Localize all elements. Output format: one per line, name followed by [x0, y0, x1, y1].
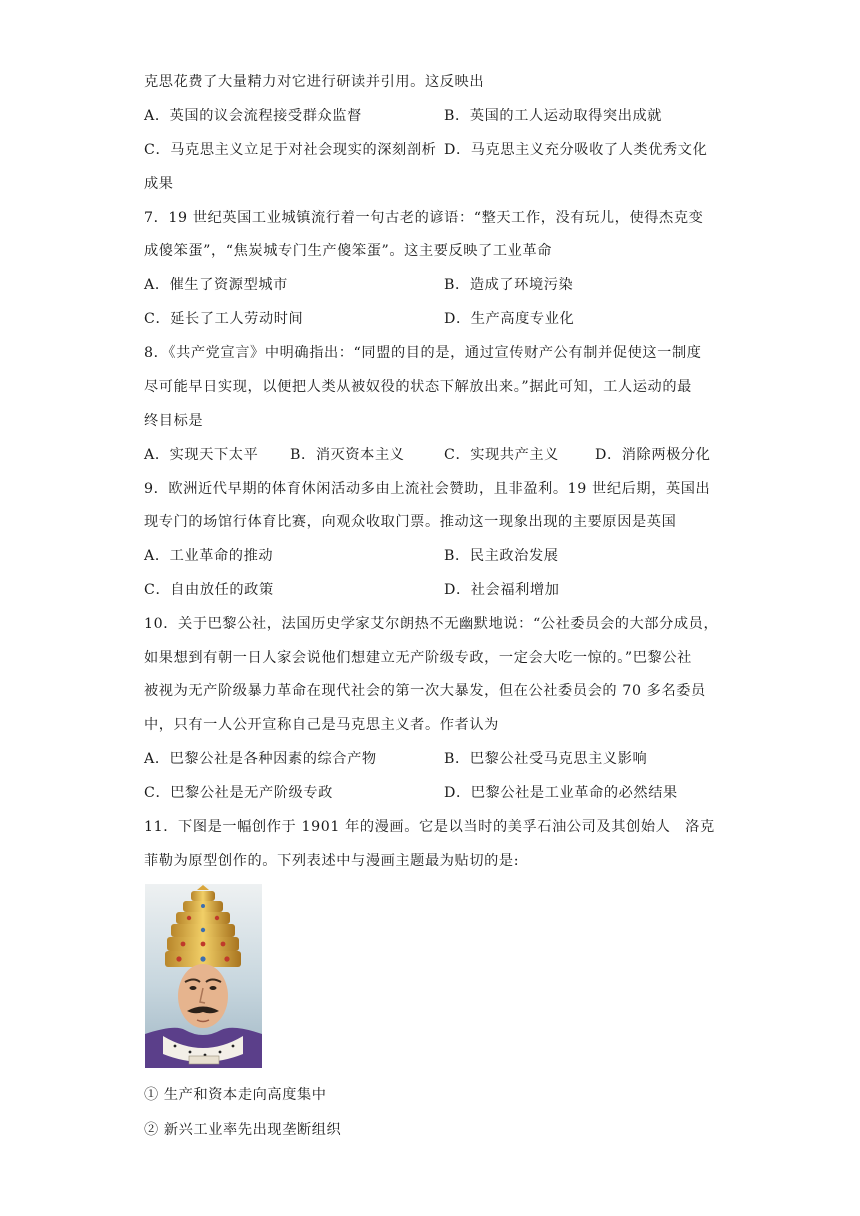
q6-option-c: C．马克思主义立足于对社会现实的深刻剖析 — [144, 142, 437, 158]
question-7-stem-cont: 成傻笨蛋”，“焦炭城专门生产傻笨蛋”。这主要反映了工业革命 — [144, 243, 553, 259]
q9-option-b: B．民主政治发展 — [444, 548, 559, 564]
question-11-stem: 11．下图是一幅创作于 1901 年的漫画。它是以当时的美孚石油公司及其创始人 洛克 — [144, 819, 715, 835]
q8-option-b: B．消灭资本主义 — [290, 447, 405, 463]
question-9-stem-cont: 现专门的场馆行体育比赛，向观众收取门票。推动这一现象出现的主要原因是英国 — [144, 514, 677, 530]
q7-option-a: A．催生了资源型城市 — [144, 277, 288, 293]
q7-option-c: C．延长了工人劳动时间 — [144, 311, 304, 327]
q8-option-a: A．实现天下太平 — [144, 447, 259, 463]
statement-2: ② 新兴工业率先出现垄断组织 — [144, 1122, 342, 1138]
q7-option-b: B．造成了环境污染 — [444, 277, 574, 293]
q7-option-d: D．生产高度专业化 — [444, 311, 575, 327]
question-8-stem-cont: 尽可能早日实现，以便把人类从被奴役的状态下解放出来。”据此可知，工人运动的最 — [144, 379, 692, 395]
question-10-stem: 10．关于巴黎公社，法国历史学家艾尔朗热不无幽默地说：“公社委员会的大部分成员， — [144, 616, 719, 632]
question-9-stem: 9．欧洲近代早期的体育休闲活动多由上流社会赞助，且非盈利。19 世纪后期，英国出 — [144, 481, 711, 497]
q6-option-d-cont: 成果 — [144, 176, 174, 192]
q10-option-b: B．巴黎公社受马克思主义影响 — [444, 751, 648, 767]
q10-option-a: A．巴黎公社是各种因素的综合产物 — [144, 751, 377, 767]
q9-option-d: D．社会福利增加 — [444, 582, 560, 598]
question-10-stem-cont2: 被视为无产阶级暴力革命在现代社会的第一次大暴发，但在公社委员会的 70 多名委员 — [144, 683, 706, 699]
q6-option-b: B．英国的工人运动取得突出成就 — [444, 108, 663, 124]
text-line: 克思花费了大量精力对它进行研读并引用。这反映出 — [144, 74, 485, 90]
question-7-stem: 7．19 世纪英国工业城镇流行着一句古老的谚语：“整天工作，没有玩儿，使得杰克变 — [144, 210, 704, 226]
question-10-stem-end: 中，只有一人公开宣称自己是马克思主义者。作者认为 — [144, 717, 499, 733]
q6-option-a: A．英国的议会流程接受群众监督 — [144, 108, 362, 124]
statement-1: ① 生产和资本走向高度集中 — [144, 1087, 327, 1103]
q10-option-c: C．巴黎公社是无产阶级专政 — [144, 785, 333, 801]
q9-option-c: C．自由放任的政策 — [144, 582, 274, 598]
question-11-stem-cont: 菲勒为原型创作的。下列表述中与漫画主题最为贴切的是: — [144, 853, 520, 869]
q8-option-d: D．消除两极分化 — [595, 447, 711, 463]
q6-option-d: D．马克思主义充分吸收了人类优秀文化 — [444, 142, 708, 158]
rockefeller-cartoon-image — [145, 884, 262, 1068]
question-8-stem: 8．《共产党宣言》中明确指出：“同盟的目的是，通过宣传财产公有制并促使这一制度 — [144, 345, 702, 361]
question-10-stem-cont1: 如果想到有朝一日人家会说他们想建立无产阶级专政，一定会大吃一惊的。”巴黎公社 — [144, 650, 692, 666]
q10-option-d: D．巴黎公社是工业革命的必然结果 — [444, 785, 678, 801]
q8-option-c: C．实现共产主义 — [444, 447, 559, 463]
q9-option-a: A．工业革命的推动 — [144, 548, 274, 564]
question-8-stem-end: 终目标是 — [144, 413, 204, 429]
